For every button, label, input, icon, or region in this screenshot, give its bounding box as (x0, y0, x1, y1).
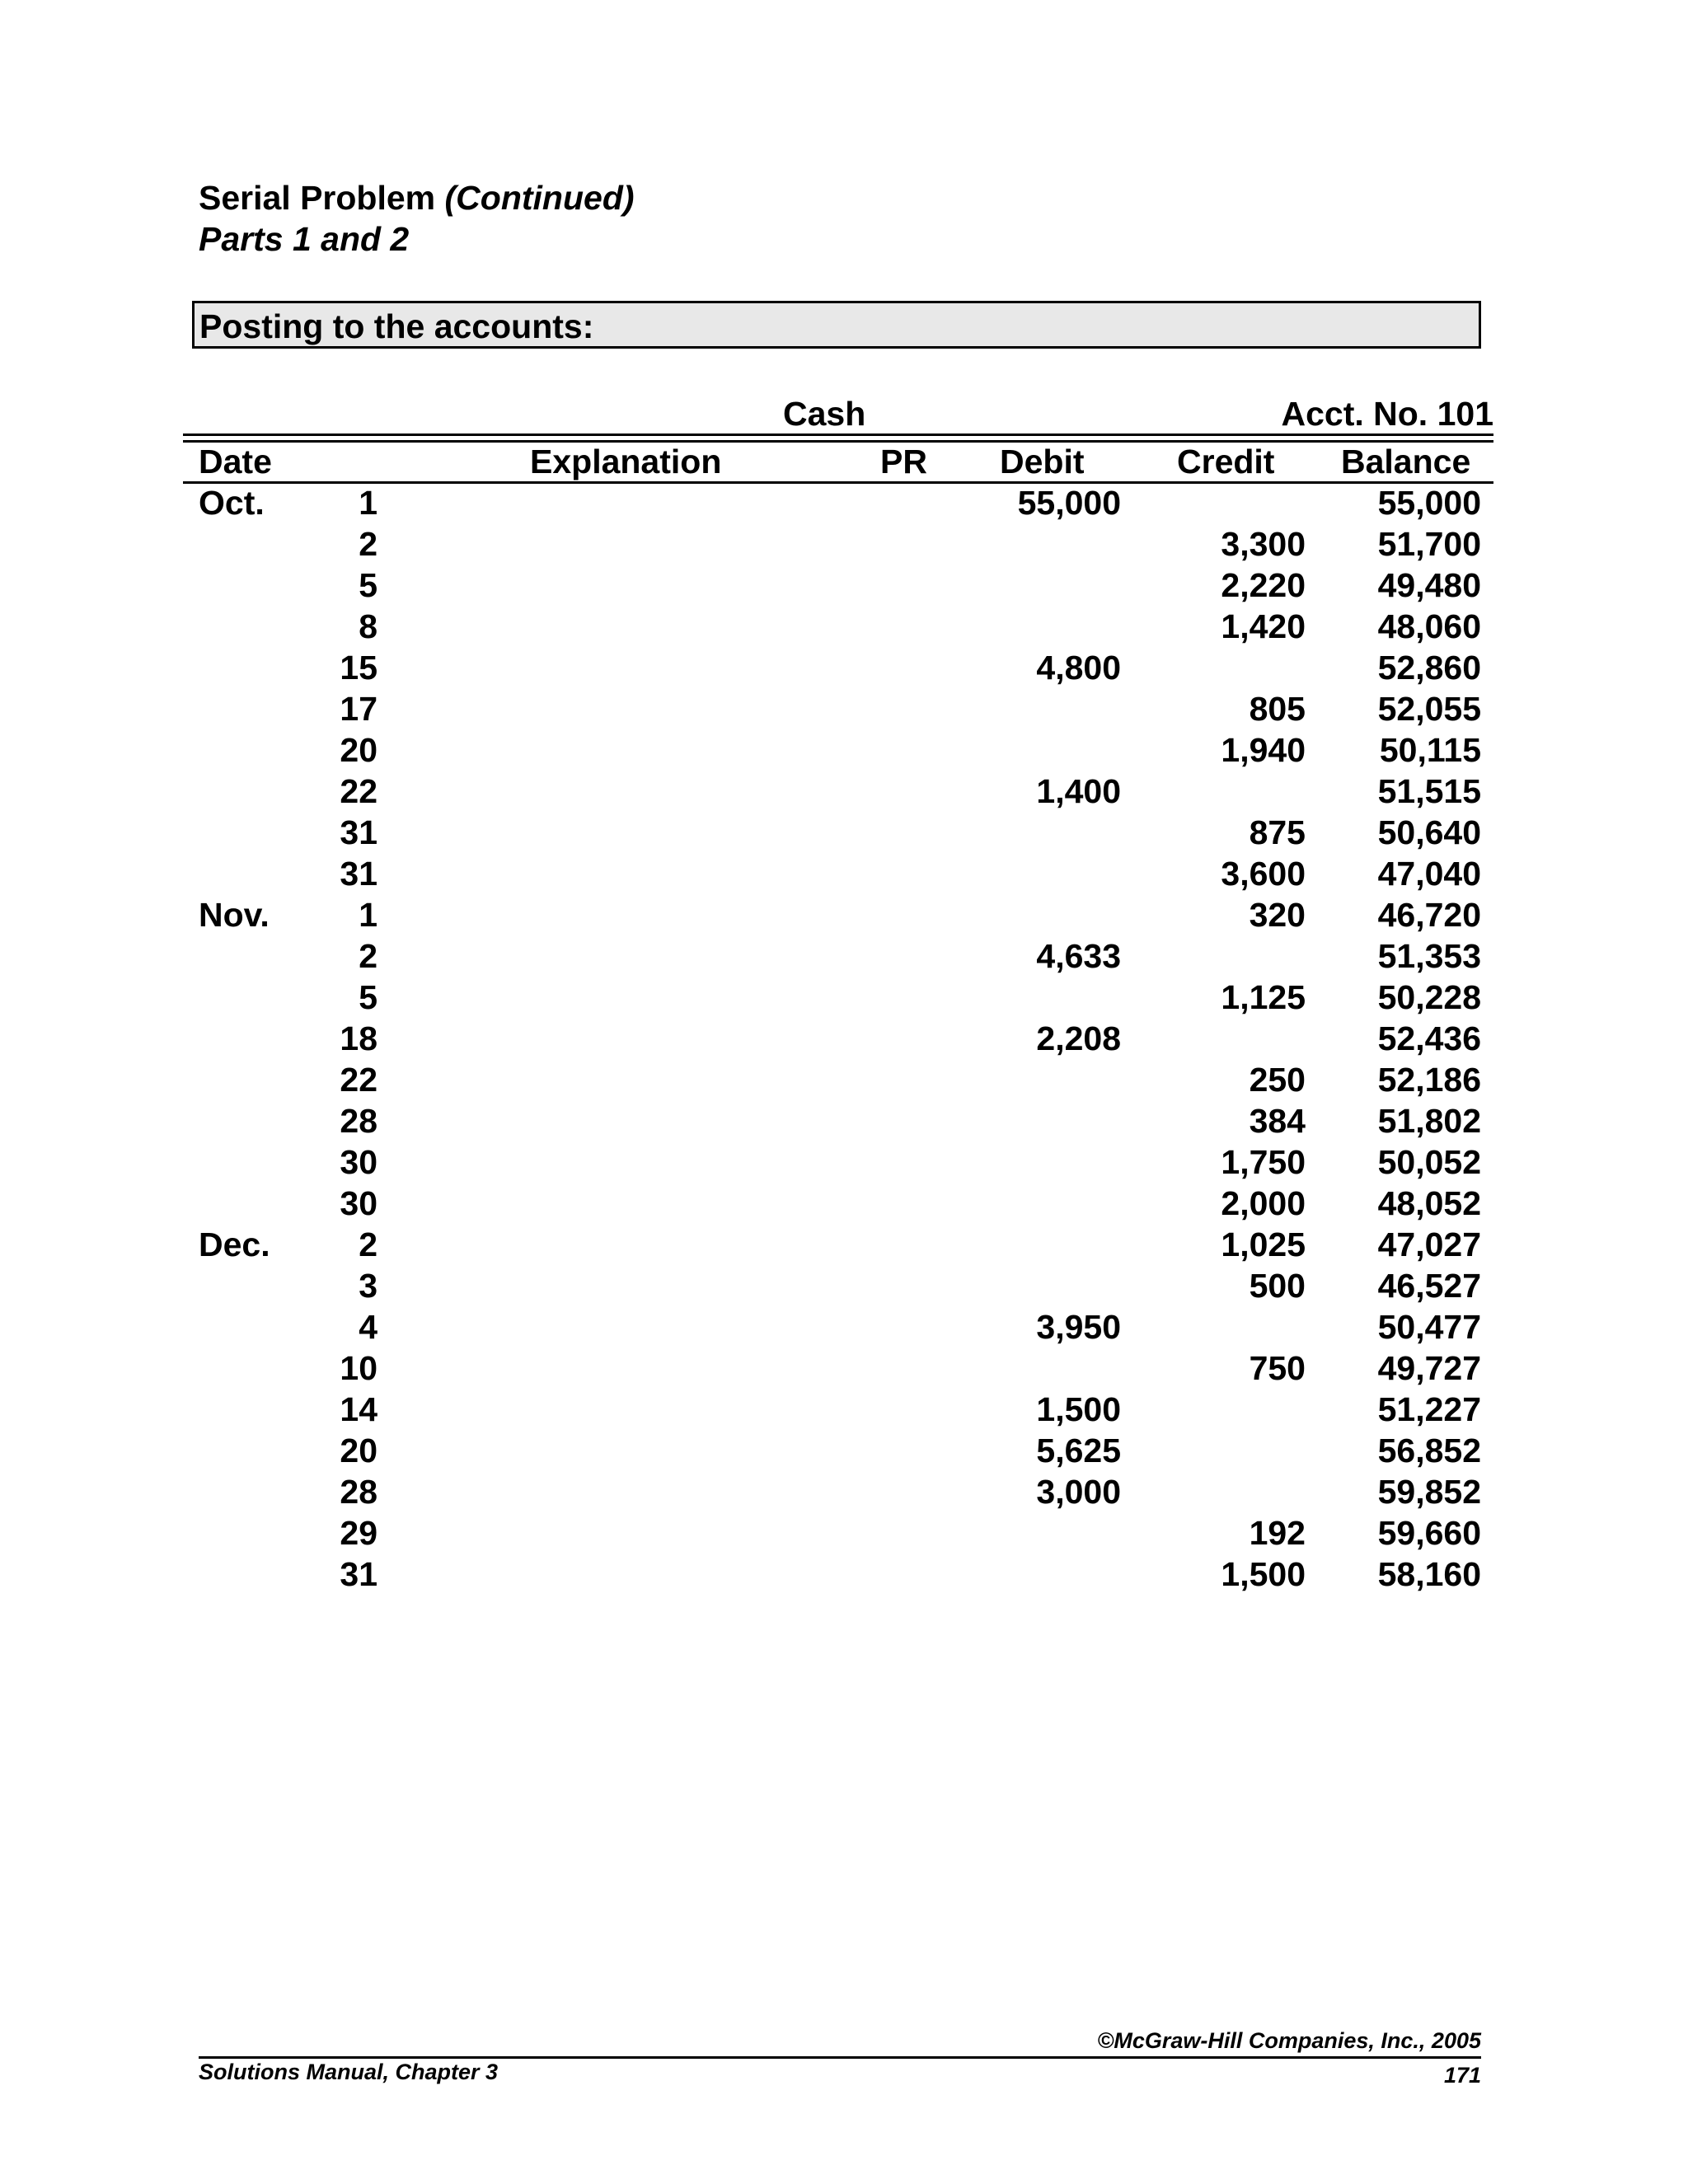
table-row (0, 1554, 1688, 1595)
row-balance: 51,515 (1377, 772, 1481, 810)
row-day: 30 (340, 1184, 377, 1222)
row-balance: 51,227 (1377, 1390, 1481, 1428)
row-balance: 50,052 (1377, 1143, 1481, 1181)
table-row (0, 812, 1688, 853)
table-row (0, 688, 1688, 729)
table-row (0, 1018, 1688, 1059)
table-row (0, 1347, 1688, 1389)
row-day: 4 (359, 1308, 377, 1346)
row-balance: 51,802 (1377, 1102, 1481, 1140)
row-balance: 52,055 (1377, 690, 1481, 728)
table-row (0, 1141, 1688, 1183)
column-header-credit: Credit (1177, 443, 1275, 480)
row-balance: 52,860 (1377, 649, 1481, 687)
column-header-debit: Debit (1000, 443, 1085, 480)
row-debit: 1,400 (1036, 772, 1121, 810)
row-month: Nov. (199, 896, 270, 934)
table-row (0, 1265, 1688, 1306)
row-balance: 46,720 (1377, 896, 1481, 934)
table-row (0, 853, 1688, 894)
ledger-rows (0, 482, 1688, 1595)
row-day: 22 (340, 772, 377, 810)
row-debit: 3,000 (1036, 1473, 1121, 1511)
table-row (0, 977, 1688, 1018)
table-row (0, 729, 1688, 771)
row-day: 14 (340, 1390, 377, 1428)
row-balance: 47,040 (1377, 855, 1481, 893)
section-label-box (192, 301, 1481, 349)
row-day: 30 (340, 1143, 377, 1181)
table-row (0, 482, 1688, 523)
row-day: 15 (340, 649, 377, 687)
row-day: 8 (359, 607, 377, 645)
row-day: 2 (359, 937, 377, 975)
row-debit: 5,625 (1036, 1432, 1121, 1469)
row-balance: 52,436 (1377, 1019, 1481, 1057)
row-credit: 750 (1249, 1349, 1306, 1387)
table-row (0, 606, 1688, 647)
row-credit: 384 (1249, 1102, 1306, 1140)
row-credit: 250 (1249, 1061, 1306, 1099)
row-credit: 192 (1249, 1514, 1306, 1552)
row-day: 28 (340, 1102, 377, 1140)
row-balance: 50,115 (1379, 731, 1481, 769)
row-credit: 1,125 (1221, 978, 1306, 1016)
row-credit: 3,600 (1221, 855, 1306, 893)
row-balance: 48,052 (1377, 1184, 1481, 1222)
row-credit: 2,220 (1221, 566, 1306, 604)
row-balance: 58,160 (1377, 1555, 1481, 1593)
row-balance: 52,186 (1377, 1061, 1481, 1099)
row-credit: 1,940 (1221, 731, 1306, 769)
column-header-explanation: Explanation (530, 443, 722, 480)
table-row (0, 647, 1688, 688)
row-day: 20 (340, 731, 377, 769)
row-balance: 47,027 (1377, 1226, 1481, 1263)
row-balance: 50,640 (1377, 813, 1481, 851)
row-day: 10 (340, 1349, 377, 1387)
row-day: 20 (340, 1432, 377, 1469)
row-day: 2 (359, 1226, 377, 1263)
row-debit: 55,000 (1017, 484, 1121, 522)
row-day: 28 (340, 1473, 377, 1511)
table-row (0, 523, 1688, 565)
table-row (0, 894, 1688, 935)
row-balance: 55,000 (1377, 484, 1481, 522)
section-label: Posting to the accounts: (199, 307, 594, 345)
row-day: 1 (359, 484, 377, 522)
header-rule-double (183, 440, 1493, 443)
table-row (0, 1100, 1688, 1141)
column-header-date: Date (199, 443, 272, 480)
row-credit: 1,500 (1221, 1555, 1306, 1593)
row-day: 17 (340, 690, 377, 728)
row-day: 22 (340, 1061, 377, 1099)
row-credit: 1,025 (1221, 1226, 1306, 1263)
row-credit: 3,300 (1221, 525, 1306, 563)
table-row (0, 1306, 1688, 1347)
row-day: 1 (359, 896, 377, 934)
account-number: Acct. No. 101 (1281, 395, 1493, 433)
table-row (0, 1059, 1688, 1100)
column-header-pr: PR (880, 443, 927, 480)
table-row (0, 1183, 1688, 1224)
footer-page-number: 171 (1443, 2063, 1481, 2088)
table-row (0, 1471, 1688, 1512)
row-balance: 51,353 (1377, 937, 1481, 975)
row-debit: 4,633 (1036, 937, 1121, 975)
table-row (0, 771, 1688, 812)
row-month: Dec. (199, 1226, 270, 1263)
page-title-text: Serial Problem (199, 179, 436, 217)
page-title-suffix: (Continued) (444, 179, 635, 217)
row-credit: 1,420 (1221, 607, 1306, 645)
column-header-balance: Balance (1341, 443, 1471, 480)
row-debit: 4,800 (1036, 649, 1121, 687)
row-day: 3 (359, 1267, 377, 1305)
row-balance: 51,700 (1377, 525, 1481, 563)
table-row (0, 935, 1688, 977)
table-row (0, 1430, 1688, 1471)
row-balance: 59,660 (1377, 1514, 1481, 1552)
row-credit: 320 (1249, 896, 1306, 934)
row-debit: 2,208 (1036, 1019, 1121, 1057)
row-day: 18 (340, 1019, 377, 1057)
row-balance: 49,480 (1377, 566, 1481, 604)
footer-manual: Solutions Manual, Chapter 3 (199, 2060, 499, 2084)
footer-copyright: ©McGraw-Hill Companies, Inc., 2005 (1097, 2028, 1481, 2053)
row-balance: 46,527 (1377, 1267, 1481, 1305)
table-row (0, 1512, 1688, 1554)
row-balance: 50,477 (1377, 1308, 1481, 1346)
row-day: 29 (340, 1514, 377, 1552)
row-debit: 1,500 (1036, 1390, 1121, 1428)
row-balance: 56,852 (1377, 1432, 1481, 1469)
row-balance: 49,727 (1377, 1349, 1481, 1387)
row-day: 2 (359, 525, 377, 563)
row-credit: 2,000 (1221, 1184, 1306, 1222)
table-row (0, 1389, 1688, 1430)
row-credit: 875 (1249, 813, 1306, 851)
row-credit: 1,750 (1221, 1143, 1306, 1181)
row-day: 5 (359, 978, 377, 1016)
row-credit: 805 (1249, 690, 1306, 728)
row-credit: 500 (1249, 1267, 1306, 1305)
row-debit: 3,950 (1036, 1308, 1121, 1346)
row-day: 5 (359, 566, 377, 604)
page-subtitle: Parts 1 and 2 (199, 220, 410, 258)
row-day: 31 (340, 855, 377, 893)
header-rule-top (183, 434, 1493, 436)
table-row (0, 565, 1688, 606)
row-balance: 50,228 (1377, 978, 1481, 1016)
account-name: Cash (783, 395, 866, 433)
row-balance: 48,060 (1377, 607, 1481, 645)
row-day: 31 (340, 1555, 377, 1593)
table-row (0, 1224, 1688, 1265)
row-balance: 59,852 (1377, 1473, 1481, 1511)
page-title (199, 177, 635, 218)
row-day: 31 (340, 813, 377, 851)
row-month: Oct. (199, 484, 265, 522)
